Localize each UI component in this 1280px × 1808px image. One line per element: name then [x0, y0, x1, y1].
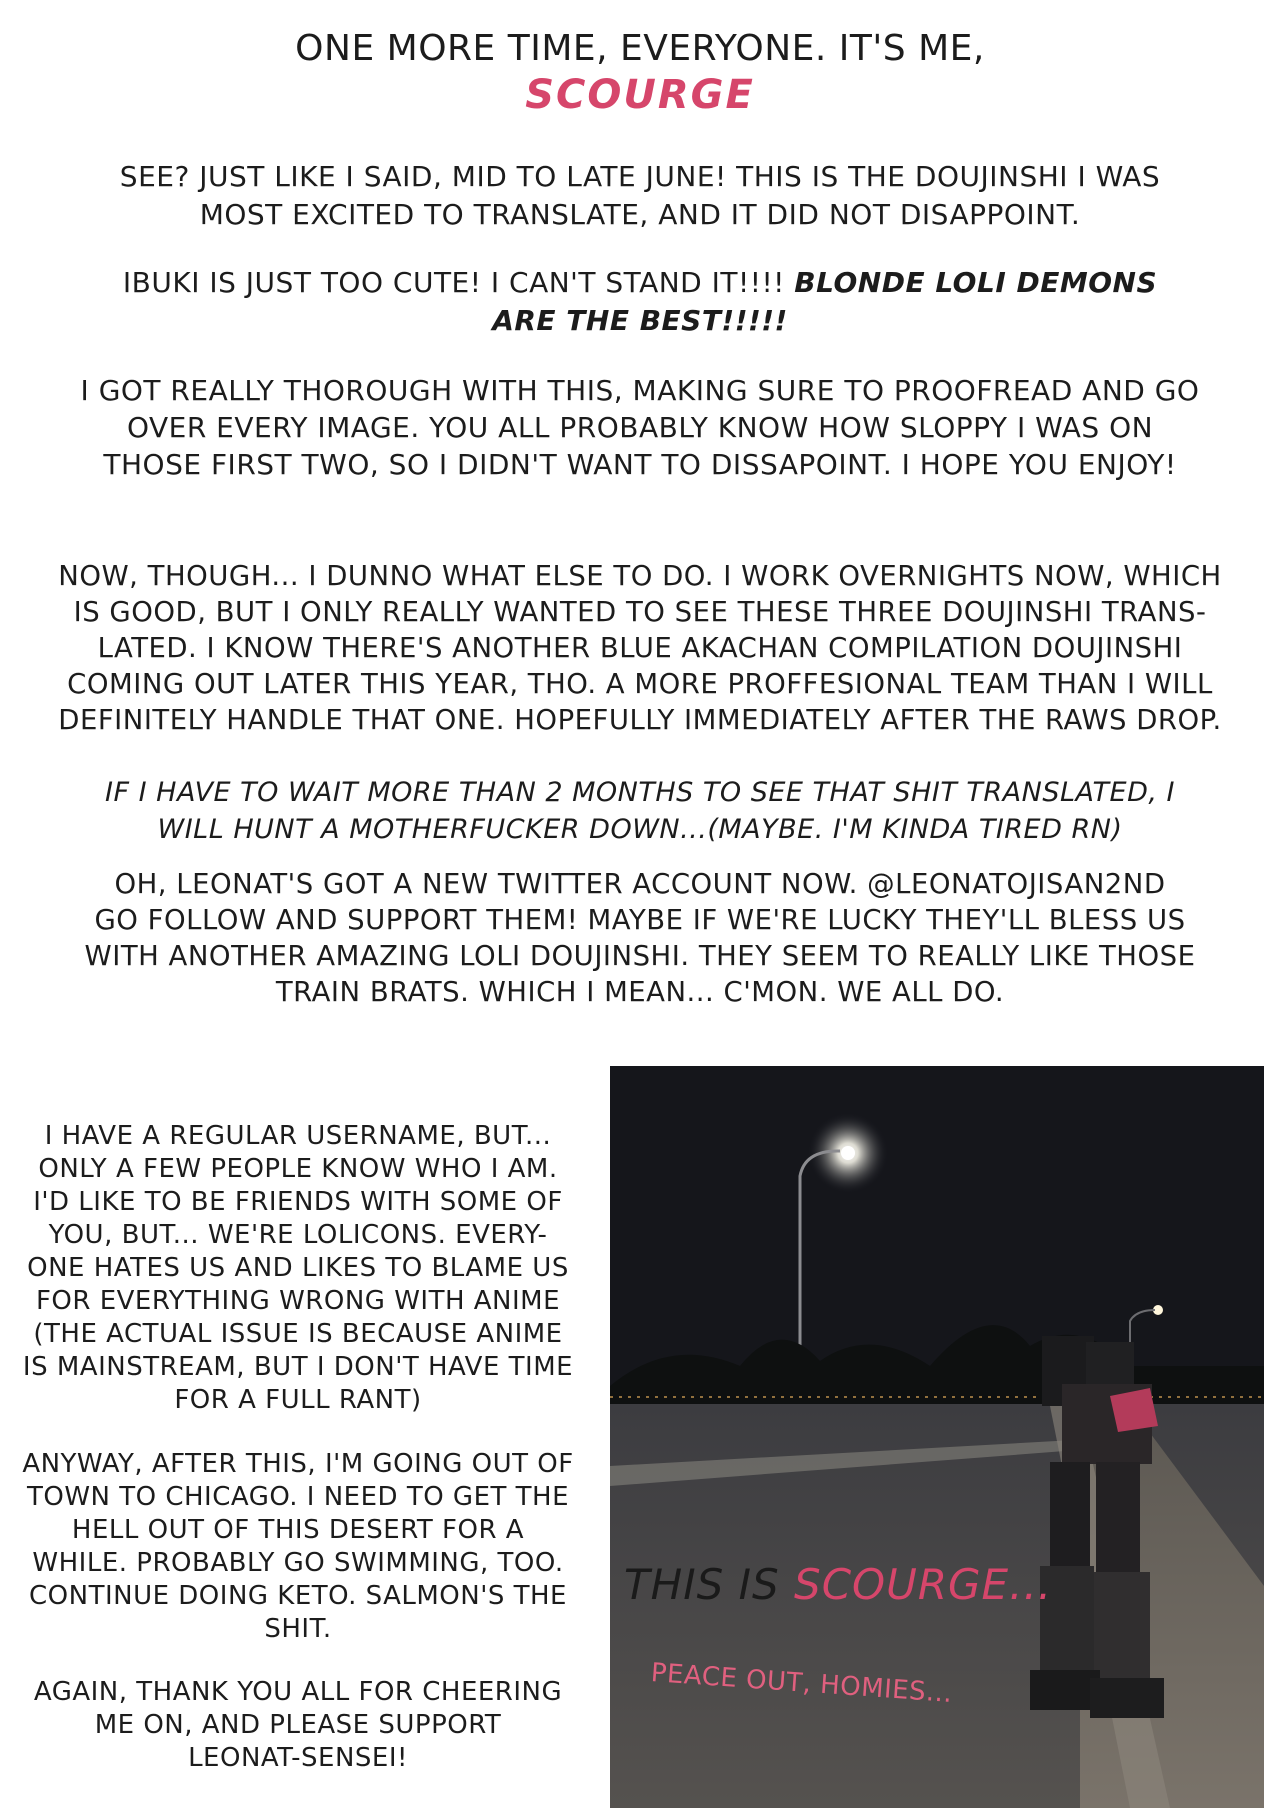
text-line: I'D LIKE TO BE FRIENDS WITH SOME OF	[33, 1187, 563, 1217]
text-line: AGAIN, THANK YOU ALL FOR CHEERING	[33, 1677, 563, 1707]
paragraph-release	[40, 158, 1240, 234]
text-emphasis: BLONDE LOLI DEMONS	[794, 266, 1158, 299]
text-line: FOR EVERYTHING WRONG WITH ANIME	[35, 1286, 561, 1316]
paragraph-twitter	[40, 866, 1240, 1010]
text-line: LATED. I KNOW THERE'S ANOTHER BLUE AKACHAN COMPILATION DOUJINSHI	[97, 632, 1183, 664]
paragraph-ibuki	[40, 264, 1240, 340]
paragraph-thanks	[8, 1676, 588, 1775]
text-line: (THE ACTUAL ISSUE IS BECAUSE ANIME	[33, 1319, 563, 1349]
text-line: DEFINITELY HANDLE THAT ONE. HOPEFULLY IMMEDIATELY AFTER THE RAWS DROP.	[58, 704, 1222, 736]
caption-ellipsis: ...	[1009, 1560, 1053, 1609]
text-line: ONLY A FEW PEOPLE KNOW WHO I AM.	[38, 1154, 558, 1184]
paragraph-overnights	[18, 558, 1262, 738]
caption-prefix: THIS IS	[624, 1560, 795, 1609]
text-line: IS MAINSTREAM, BUT I DON'T HAVE TIME	[22, 1352, 574, 1382]
text-line: TRAIN BRATS. WHICH I MEAN... C'MON. WE ALL DO.	[275, 976, 1005, 1008]
text-line: SEE? JUST LIKE I SAID, MID TO LATE JUNE! THIS IS THE DOUJINSHI I WAS	[119, 160, 1161, 193]
photo-signoff: PEACE OUT, HOMIES...	[649, 1658, 954, 1709]
text-line: I GOT REALLY THOROUGH WITH THIS, MAKING SURE TO PROOFREAD AND GO	[80, 374, 1200, 407]
text-line: LEONAT-SENSEI!	[188, 1743, 408, 1773]
paragraph-proofread	[40, 372, 1240, 483]
title-line: ONE MORE TIME, EVERYONE. IT'S ME,	[295, 28, 985, 69]
text-line: CONTINUE DOING KETO. SALMON'S THE	[29, 1581, 567, 1611]
text-line: COMING OUT LATER THIS YEAR, THO. A MORE PROFFESIONAL TEAM THAN I WILL	[67, 668, 1213, 700]
photo-caption	[624, 1560, 1264, 1609]
text-line: GO FOLLOW AND SUPPORT THEM! MAYBE IF WE'RE LUCKY THEY'LL BLESS US	[94, 904, 1186, 936]
author-name: SCOURGE	[525, 72, 755, 118]
text-line: WITH ANOTHER AMAZING LOLI DOUJINSHI. THEY SEEM TO REALLY LIKE THOSE	[84, 940, 1196, 972]
paragraph-chicago	[8, 1448, 588, 1646]
paragraph-wait	[40, 774, 1240, 848]
text-line: FOR A FULL RANT)	[174, 1385, 422, 1415]
text-line	[40, 264, 1240, 302]
text-line: SHIT.	[264, 1614, 332, 1644]
caption-name: SCOURGE	[794, 1560, 1010, 1609]
text-line: IF I HAVE TO WAIT MORE THAN 2 MONTHS TO SEE THAT SHIT TRANSLATED, I	[105, 777, 1175, 808]
page-title	[0, 26, 1280, 118]
text-line: MOST EXCITED TO TRANSLATE, AND IT DID NOT DISAPPOINT.	[199, 198, 1081, 231]
text-line: TOWN TO CHICAGO. I NEED TO GET THE	[26, 1482, 570, 1512]
text-line: NOW, THOUGH... I DUNNO WHAT ELSE TO DO. I WORK OVERNIGHTS NOW, WHICH	[58, 560, 1222, 592]
text-line: OH, LEONAT'S GOT A NEW TWITTER ACCOUNT NOW. @LEONATOJISAN2ND	[114, 868, 1166, 900]
text-line: WHILE. PROBABLY GO SWIMMING, TOO.	[32, 1548, 564, 1578]
text-line: ONE HATES US AND LIKES TO BLAME US	[27, 1253, 569, 1283]
text-line: HELL OUT OF THIS DESERT FOR A	[71, 1515, 525, 1545]
text-line: ANYWAY, AFTER THIS, I'M GOING OUT OF	[22, 1449, 574, 1479]
night-street-photo	[610, 1066, 1264, 1808]
text-line: THOSE FIRST TWO, SO I DIDN'T WANT TO DISSAPOINT. I HOPE YOU ENJOY!	[103, 448, 1177, 481]
text-emphasis: ARE THE BEST!!!!!	[492, 304, 788, 337]
text-normal: IBUKI IS JUST TOO CUTE! I CAN'T STAND IT!!!!	[122, 266, 795, 299]
text-line: YOU, BUT... WE'RE LOLICONS. EVERY-	[48, 1220, 548, 1250]
paragraph-username	[8, 1120, 588, 1417]
text-line: I HAVE A REGULAR USERNAME, BUT...	[44, 1121, 552, 1151]
streetlight-bulb	[841, 1146, 855, 1160]
text-line: IS GOOD, BUT I ONLY REALLY WANTED TO SEE THESE THREE DOUJINSHI TRANS-	[73, 596, 1207, 628]
text-line: WILL HUNT A MOTHERFUCKER DOWN...(MAYBE. I'M KINDA TIRED RN)	[157, 814, 1123, 845]
text-line: ME ON, AND PLEASE SUPPORT	[94, 1710, 502, 1740]
text-line: OVER EVERY IMAGE. YOU ALL PROBABLY KNOW HOW SLOPPY I WAS ON	[126, 411, 1154, 444]
